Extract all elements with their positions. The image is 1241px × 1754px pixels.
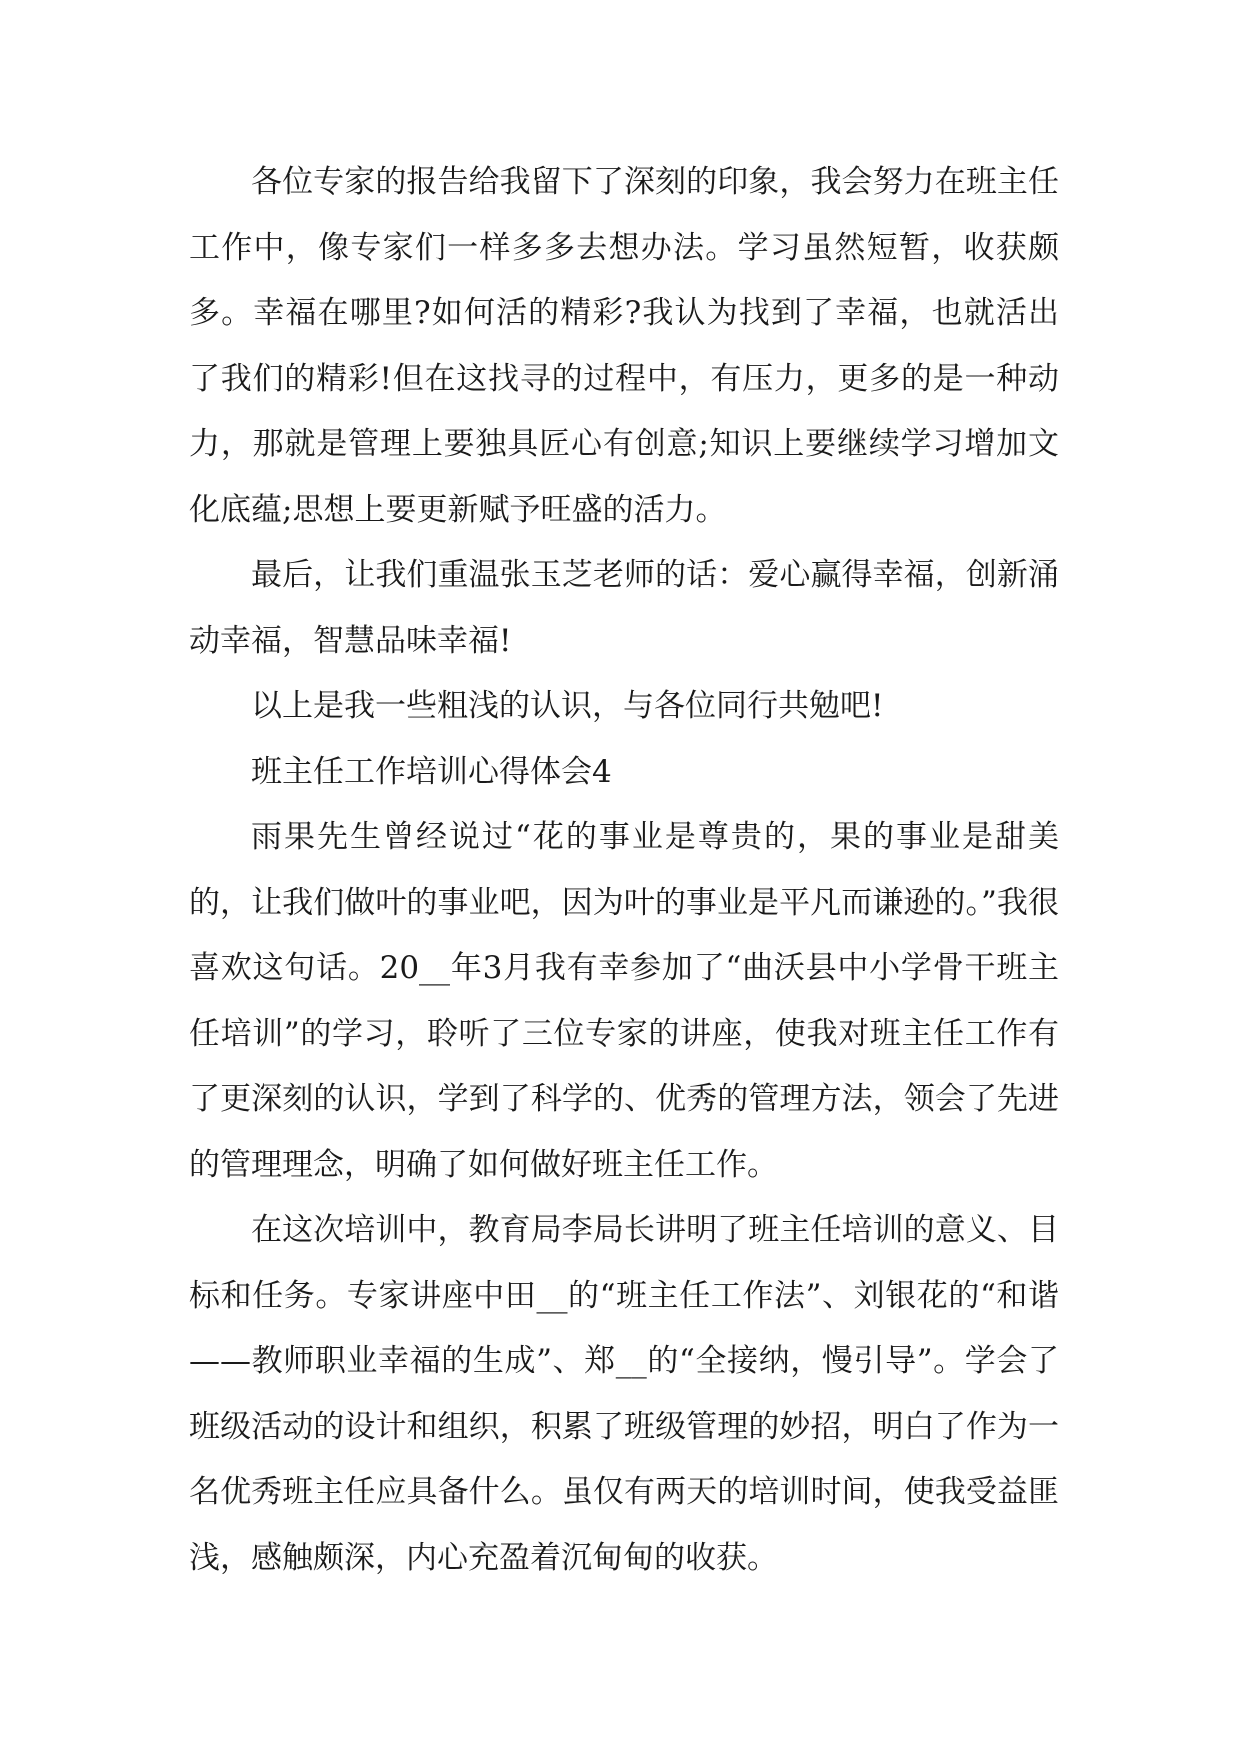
paragraph-conclusion-quote: 最后，让我们重温张玉芝老师的话：爱心赢得幸福，创新涌动幸福，智慧品味幸福! [189, 557, 1059, 659]
section-heading-4: 班主任工作培训心得体会4 [251, 753, 612, 790]
paragraph-expert-reports: 各位专家的报告给我留下了深刻的印象，我会努力在班主任工作中，像专家们一样多多去想办法。学习虽然短暂，收获颇多。幸福在哪里?如何活的精彩?我认为找到了幸福，也就活出了我们的精彩!但在这找寻的过程中，有压力，更多的是一种动力，那就是管理上要独具匠心有创意;知识上要继续学习增加文化底蕴;思想上要更新赋予旺盛的活力。 [189, 164, 1059, 528]
paragraph-hugo-quote: 雨果先生曾经说过“花的事业是尊贵的，果的事业是甜美的，让我们做叶的事业吧，因为叶的事业是平凡而谦逊的。”我很喜欢这句话。20__年3月我有幸参加了“曲沃县中小学骨干班主任培训”的学习，聆听了三位专家的讲座，使我对班主任工作有了更深刻的认识，学到了科学的、优秀的管理方法，领会了先进的管理理念，明确了如何做好班主任工作。 [189, 819, 1059, 1183]
paragraph-training-details: 在这次培训中，教育局李局长讲明了班主任培训的意义、目标和任务。专家讲座中田__的“班主任工作法”、刘银花的“和谐——教师职业幸福的生成”、郑__的“全接纳，慢引导”。学会了班级活动的设计和组织，积累了班级管理的妙招，明白了作为一名优秀班主任应具备什么。虽仅有两天的培训时间，使我受益匪浅，感触颇深，内心充盈着沉甸甸的收获。 [189, 1212, 1059, 1576]
paragraph-closing-remark: 以上是我一些粗浅的认识，与各位同行共勉吧! [251, 688, 884, 724]
document-body [189, 150, 1059, 1591]
